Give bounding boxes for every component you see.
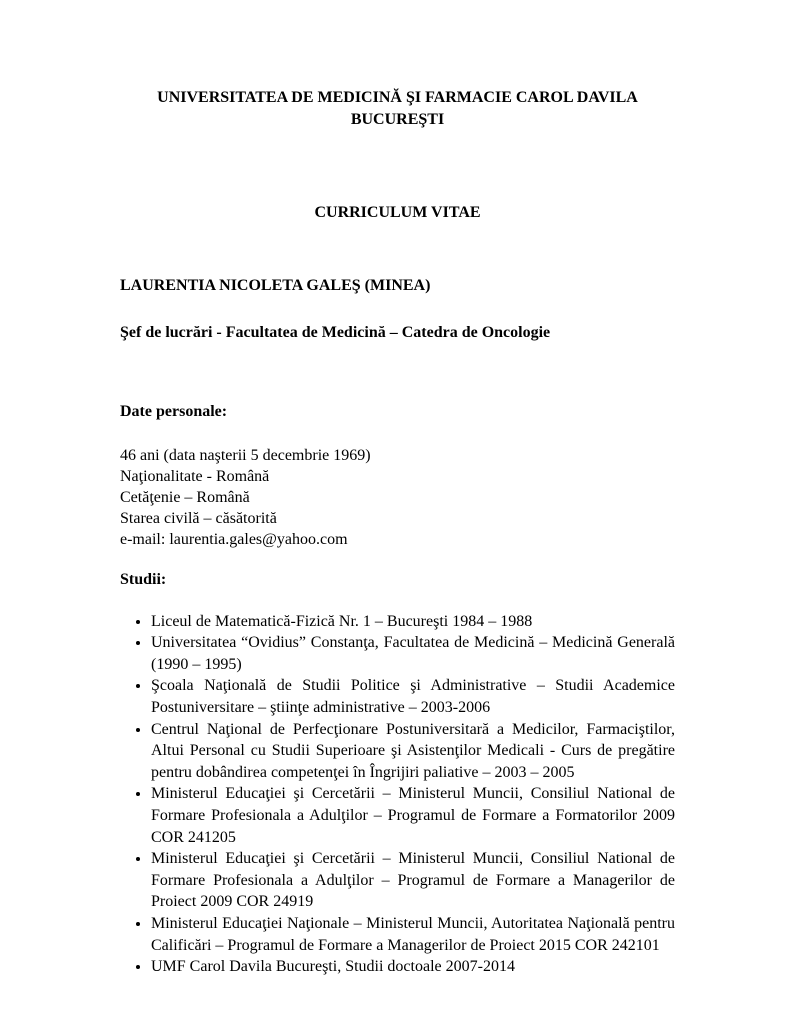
personal-data-line: Naţionalitate - Română — [120, 467, 270, 485]
study-item: • Şcoala Naţională de Studii Politice şi Administrative – Studii Academice Postuniversitare – ştiinţe administrative – 2003-2006 — [151, 675, 675, 718]
study-item: • Centrul Naţional de Perfecţionare Postuniversitară a Medicilor, Farmaciştilor, Altui Personal cu Studii Superioare şi Asistenţilor Medicali - Curs de pregătire pentru dobândirea competenţei în Îngrijiri paliative – 2003 – 2005 — [151, 719, 675, 784]
personal-data-lines — [120, 445, 675, 551]
person-name: LAURENTIA NICOLETA GALEŞ (MINEA) — [120, 276, 431, 294]
personal-data-line: e-mail: laurentia.gales@yahoo.com — [120, 531, 348, 548]
study-item: • Ministerul Educaţiei Naţionale – Ministerul Muncii, Autoritatea Naţională pentru Calificări – Programul de Formare a Managerilor de Proiect 2015 COR 242101 — [151, 913, 675, 956]
personal-data-heading: Date personale: — [120, 402, 228, 420]
study-item: • Ministerul Educaţiei şi Cercetării – Ministerul Muncii, Consiliul National de Formare Profesionala a Adulţilor – Programul de Formare a Formatorilor 2009 COR 241205 — [151, 783, 675, 848]
study-item: • Liceul de Matematică-Fizică Nr. 1 – Bucureşti 1984 – 1988 — [151, 611, 675, 633]
university-name-line1: UNIVERSITATEA DE MEDICINĂ ŞI FARMACIE CAROL DAVILA — [157, 89, 638, 106]
study-item: • Universitatea “Ovidius” Constanţa, Facultatea de Medicină – Medicină Generală (1990 – 1995) — [151, 632, 675, 675]
study-item: • Ministerul Educaţiei şi Cercetării – Ministerul Muncii, Consiliul National de Formare Profesionala a Adulţilor – Programul de Formare a Managerilor de Proiect 2009 COR 24919 — [151, 848, 675, 913]
personal-data-line: Cetăţenie – Română — [120, 488, 250, 506]
person-position: Şef de lucrări - Facultatea de Medicină – Catedra de Oncologie — [120, 324, 551, 342]
page-content — [120, 0, 675, 978]
personal-data-line: 46 ani (data naşterii 5 decembrie 1969) — [120, 446, 371, 464]
studies-heading: Studii: — [120, 571, 167, 589]
university-name-line2: BUCUREŞTI — [350, 110, 445, 128]
personal-data-line: Starea civilă – căsătorită — [120, 509, 277, 527]
studies-list — [120, 611, 675, 978]
university-header — [120, 0, 675, 130]
document-title: CURRICULUM VITAE — [314, 204, 481, 222]
study-item: • UMF Carol Davila Bucureşti, Studii doctoale 2007-2014 — [151, 956, 675, 978]
